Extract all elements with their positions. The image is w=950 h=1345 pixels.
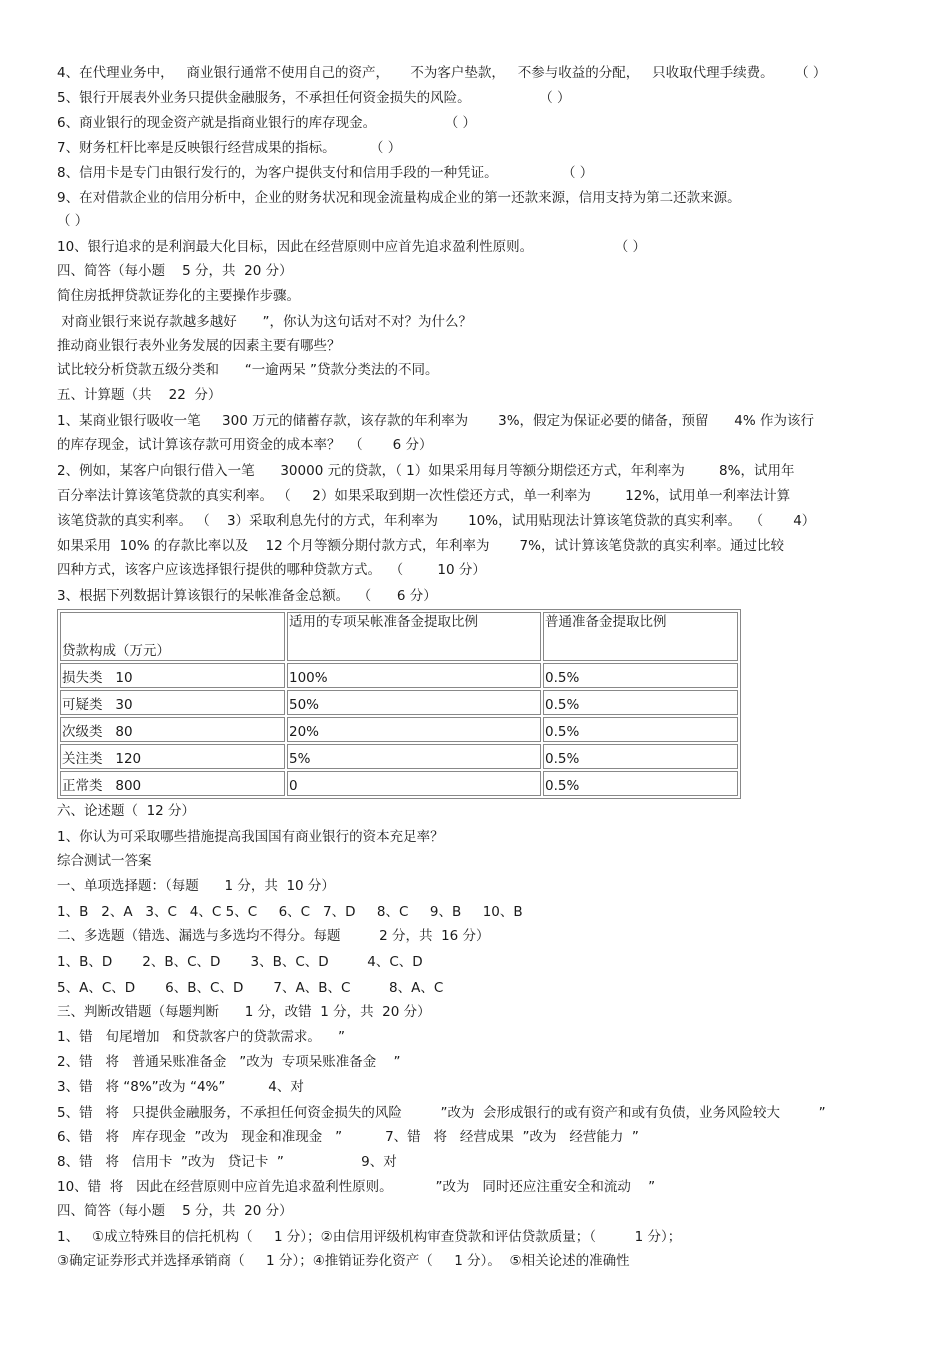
table-cell: 正常类 800 xyxy=(60,771,285,796)
answers-judgement-3-4: 3、错 将 “8%”改为 “4%” 4、对 xyxy=(57,1079,304,1095)
calc-2-line-4: 如果采用 10% 的存款比率以及 12 个月等额分期付款方式，年利率为 7%，试计算该笔贷款的真实利率。通过比较 xyxy=(57,538,784,554)
calc-3-line: 3、根据下列数据计算该银行的呆帐准备金总额。 （ 6 分） xyxy=(57,588,437,604)
answers-judgement-2: 2、错 将 普通呆账准备金 ”改为 专项呆账准备金 ” xyxy=(57,1054,401,1070)
question-7: 7、财务杠杆比率是反映银行经营成果的指标。 （ ） xyxy=(57,140,402,156)
calc-1-line-2: 的库存现金，试计算该存款可用资金的成本率？ （ 6 分） xyxy=(57,437,433,453)
table-row xyxy=(60,771,738,796)
question-10: 10、银行追求的是利润最大化目标，因此在经营原则中应首先追求盈利性原则。 （ ） xyxy=(57,239,647,255)
short-answer-1: 简住房抵押贷款证券化的主要操作步骤。 xyxy=(57,288,300,304)
question-8: 8、信用卡是专门由银行发行的，为客户提供支付和信用手段的一种凭证。 （ ） xyxy=(57,165,594,181)
question-9-bracket: （ ） xyxy=(57,213,89,229)
calc-2-line-3: 该笔贷款的真实利率。 （ 3）采取利息先付的方式，年利率为 10%，试用贴现法计算该笔贷款的真实利率。 （ 4） xyxy=(57,513,816,529)
table-cell: 0.5% xyxy=(543,690,738,715)
table-cell: 5% xyxy=(287,744,541,769)
table-row xyxy=(60,717,738,742)
answers-short-answer-heading: 四、简答（每小题 5 分，共 20 分） xyxy=(57,1203,293,1219)
section-heading-essay: 六、论述题（ 12 分） xyxy=(57,803,196,819)
table-row xyxy=(60,690,738,715)
question-9: 9、在对借款企业的信用分析中，企业的财务状况和现金流量构成企业的第一还款来源，信用支持为第二还款来源。 xyxy=(57,190,741,206)
table-cell: 100% xyxy=(287,663,541,688)
table-row xyxy=(60,663,738,688)
table-cell: 0.5% xyxy=(543,717,738,742)
answers-judgement-1: 1、错 旬尾增加 和贷款客户的贷款需求。 ” xyxy=(57,1029,345,1045)
answers-judgement-8-9: 8、错 将 信用卡 ”改为 贷记卡 ” 9、对 xyxy=(57,1154,397,1170)
loan-provision-table xyxy=(57,609,741,799)
section-heading-short-answer: 四、简答（每小题 5 分，共 20 分） xyxy=(57,263,293,279)
calc-2-line-5: 四种方式，该客户应该选择银行提供的哪种贷款方式。 （ 10 分） xyxy=(57,562,486,578)
essay-1: 1、你认为可采取哪些措施提高我国国有商业银行的资本充足率？ xyxy=(57,829,444,845)
short-answer-4: 试比较分析贷款五级分类和 “一逾两呆 ”贷款分类法的不同。 xyxy=(57,362,439,378)
short-answer-2: 对商业银行来说存款越多越好 ”，你认为这句话对不对？为什么？ xyxy=(57,314,473,330)
table-header-cell: 普通准备金提取比例 xyxy=(543,612,738,661)
calc-2-line-2: 百分率法计算该笔贷款的真实利率。 （ 2）如果采取到期一次性偿还方式，单一利率为 12%，试用单一利率法计算 xyxy=(57,488,791,504)
short-answer-3: 推动商业银行表外业务发展的因素主要有哪些？ xyxy=(57,338,341,354)
table-header-row xyxy=(60,612,738,661)
answers-judgement-heading: 三、判断改错题（每题判断 1 分，改错 1 分，共 20 分） xyxy=(57,1004,431,1020)
table-cell: 0 xyxy=(287,771,541,796)
table-cell: 关注类 120 xyxy=(60,744,285,769)
answers-judgement-10: 10、错 将 因此在经营原则中应首先追求盈利性原则。 ”改为 同时还应注重安全和流动 ” xyxy=(57,1179,656,1195)
answers-multi-choice-row-2: 5、A、C、D 6、B、C、D 7、A、B、C 8、A、C xyxy=(57,980,444,996)
question-6: 6、商业银行的现金资产就是指商业银行的库存现金。 （ ） xyxy=(57,115,477,131)
table-cell: 0.5% xyxy=(543,663,738,688)
table-cell: 50% xyxy=(287,690,541,715)
table-cell: 20% xyxy=(287,717,541,742)
answers-title: 综合测试一答案 xyxy=(57,853,152,869)
answers-single-choice: 1、B 2、A 3、C 4、C 5、C 6、C 7、D 8、C 9、B 10、B xyxy=(57,904,523,920)
table-header-cell: 适用的专项呆帐准备金提取比例 xyxy=(287,612,541,661)
table-cell: 次级类 80 xyxy=(60,717,285,742)
question-5: 5、银行开展表外业务只提供金融服务，不承担任何资金损失的风险。 （ ） xyxy=(57,90,571,106)
table-cell: 0.5% xyxy=(543,771,738,796)
question-4: 4、在代理业务中， 商业银行通常不使用自己的资产， 不为客户垫款， 不参与收益的分配， 只收取代理手续费。 （ ） xyxy=(57,65,827,81)
table-row xyxy=(60,744,738,769)
answers-single-choice-heading: 一、单项选择题：（每题 1 分，共 10 分） xyxy=(57,878,335,894)
calc-2-line-1: 2、例如，某客户向银行借入一笔 30000 元的贷款，（ 1）如果采用每月等额分期偿还方式，年利率为 8%，试用年 xyxy=(57,463,795,479)
answers-short-answer-1-line-1: 1、 ①成立特殊目的信托机构（ 1 分）；②由信用评级机构审查贷款和评估贷款质量；（ 1 分）； xyxy=(57,1229,682,1245)
table-cell: 0.5% xyxy=(543,744,738,769)
answers-short-answer-1-line-2: ③确定证券形式并选择承销商（ 1 分）；④推销证券化资产（ 1 分）。 ⑤相关论述的准确性 xyxy=(57,1253,630,1269)
calc-1-line-1: 1、某商业银行吸收一笔 300 万元的储蓄存款，该存款的年利率为 3%，假定为保证必要的储备，预留 4% 作为该行 xyxy=(57,413,815,429)
table-header-cell: 贷款构成（万元） xyxy=(60,612,285,661)
answers-judgement-6-7: 6、错 将 库存现金 ”改为 现金和准现金 ” 7、错 将 经营成果 ”改为 经营能力 ” xyxy=(57,1129,639,1145)
section-heading-calculation: 五、计算题（共 22 分） xyxy=(57,387,222,403)
table-cell: 损失类 10 xyxy=(60,663,285,688)
answers-multi-choice-row-1: 1、B、D 2、B、C、D 3、B、C、D 4、C、D xyxy=(57,954,423,970)
table-cell: 可疑类 30 xyxy=(60,690,285,715)
answers-judgement-5: 5、错 将 只提供金融服务，不承担任何资金损失的风险 ”改为 会形成银行的或有资产和或有负债，业务风险较大 ” xyxy=(57,1105,826,1121)
answers-multi-choice-heading: 二、多选题（错选、漏选与多选均不得分。每题 2 分，共 16 分） xyxy=(57,928,490,944)
